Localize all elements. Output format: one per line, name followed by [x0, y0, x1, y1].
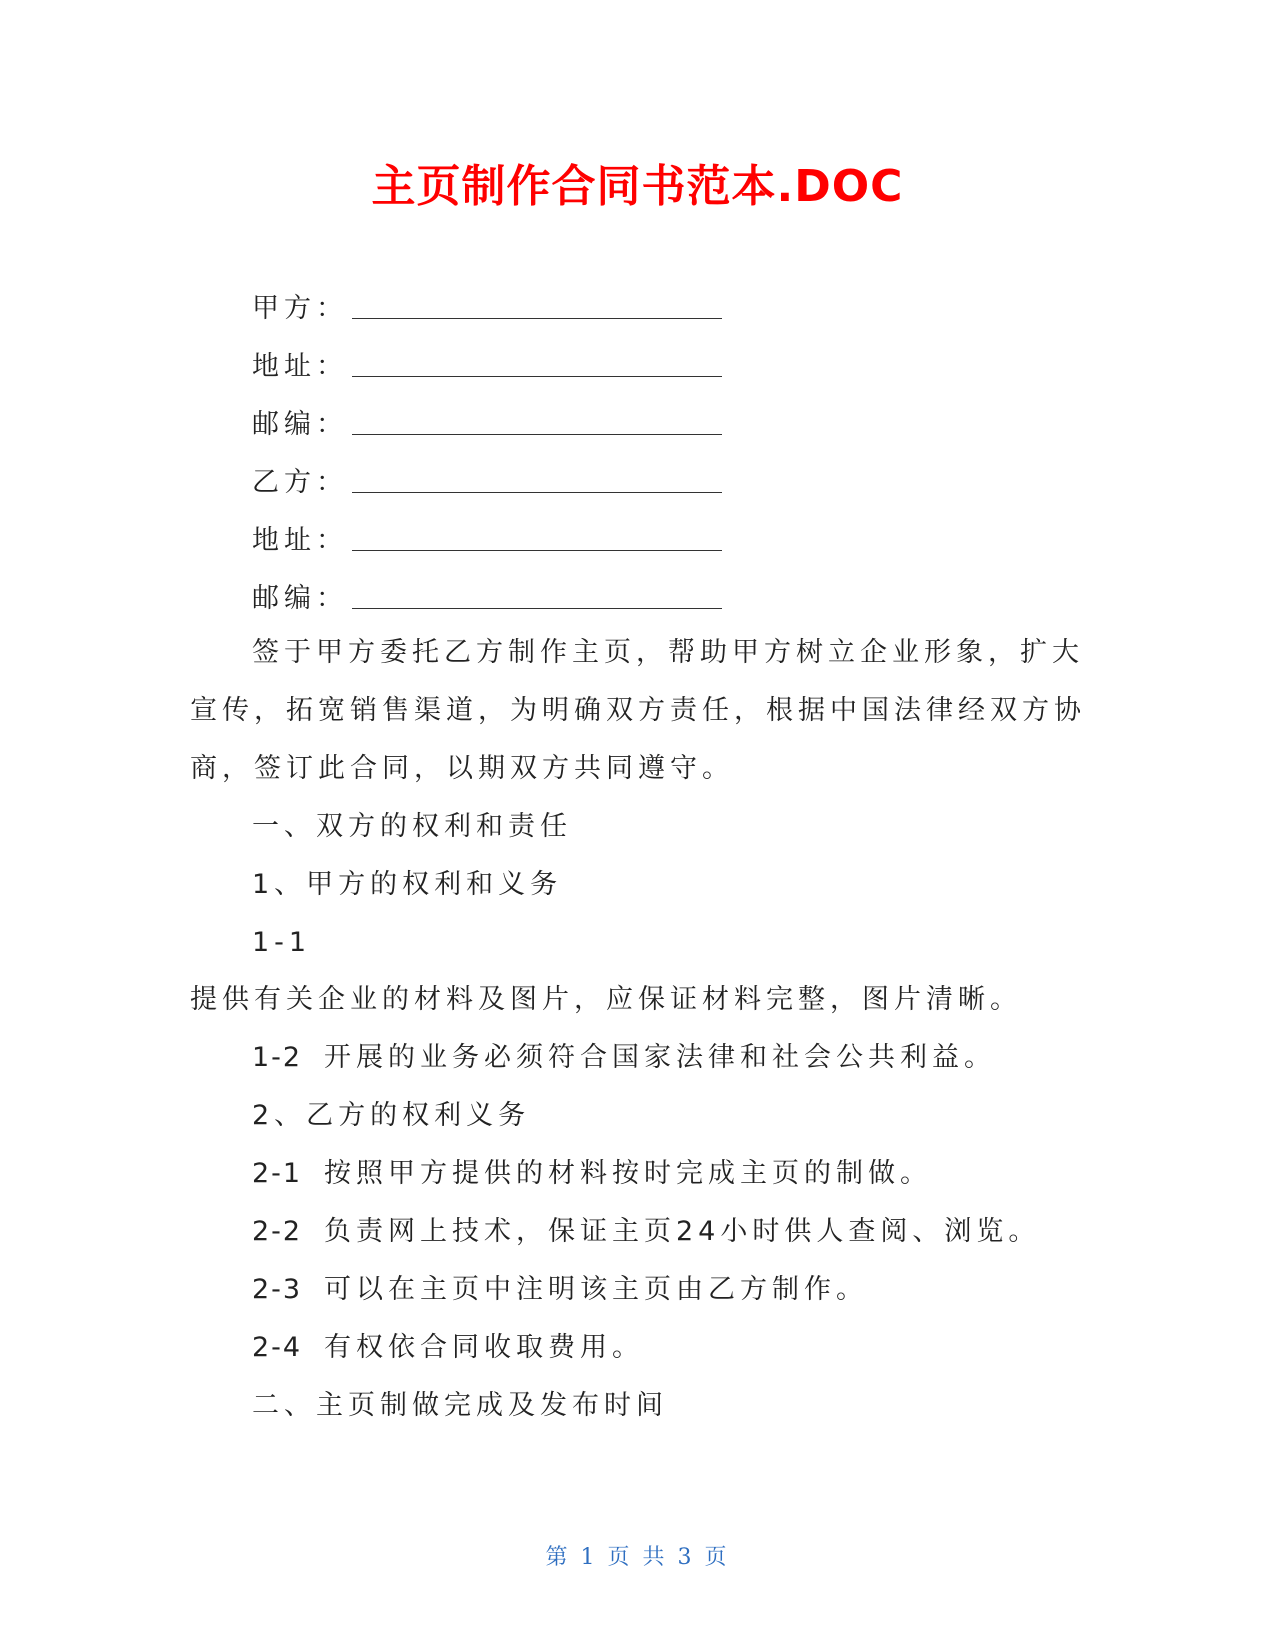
clause-2-1-number: 2-1	[252, 1158, 303, 1189]
intro-paragraph-line-3: 商，签订此合同，以期双方共同遵守。	[190, 753, 734, 784]
section-1-heading: 一、双方的权利和责任	[252, 811, 572, 842]
clause-1-2-number: 1-2	[252, 1042, 303, 1073]
clause-2-3	[252, 1270, 868, 1310]
clause-2-4	[252, 1328, 644, 1368]
section-2-heading: 二、主页制做完成及发布时间	[252, 1390, 668, 1421]
clause-2-1-text: 按照甲方提供的材料按时完成主页的制做。	[324, 1158, 932, 1189]
clause-2-3-number: 2-3	[252, 1274, 303, 1305]
party-b-field	[252, 459, 722, 499]
party-a-field	[252, 285, 722, 325]
clause-2-2	[252, 1212, 1040, 1252]
party-b-address-blank	[352, 524, 722, 551]
party-a-address-field	[252, 343, 722, 383]
party-a-label: 甲方：	[252, 292, 348, 324]
clause-1-2-text: 开展的业务必须符合国家法律和社会公共利益。	[324, 1042, 996, 1073]
page-number-footer: 第 1 页 共 3 页	[545, 1545, 730, 1570]
clause-2-4-number: 2-4	[252, 1332, 303, 1363]
document-title: 主页制作合同书范本.DOC	[371, 161, 904, 212]
party-b-postcode-field	[252, 575, 722, 615]
clause-1-2	[252, 1038, 996, 1078]
clause-2-1	[252, 1154, 932, 1194]
clause-2-3-text: 可以在主页中注明该主页由乙方制作。	[324, 1274, 868, 1305]
party-b-address-field	[252, 517, 722, 557]
party-a-address-label: 地址：	[252, 350, 348, 382]
party-b-address-label: 地址：	[252, 524, 348, 556]
party-a-blank	[352, 292, 722, 319]
subsection-1-heading: 1、甲方的权利和义务	[252, 869, 563, 900]
party-a-postcode-field	[252, 401, 722, 441]
party-b-blank	[352, 466, 722, 493]
party-b-postcode-label: 邮编：	[252, 582, 348, 614]
clause-1-1-text: 提供有关企业的材料及图片，应保证材料完整，图片清晰。	[190, 984, 1022, 1015]
intro-paragraph-line-2: 宣传，拓宽销售渠道，为明确双方责任，根据中国法律经双方协	[190, 695, 1086, 726]
party-b-label: 乙方：	[252, 466, 348, 498]
intro-paragraph-line-1: 签于甲方委托乙方制作主页，帮助甲方树立企业形象，扩大	[252, 637, 1084, 668]
clause-2-2-number: 2-2	[252, 1216, 303, 1247]
party-a-postcode-label: 邮编：	[252, 408, 348, 440]
clause-2-2-text: 负责网上技术，保证主页24小时供人查阅、浏览。	[324, 1216, 1041, 1247]
subsection-2-heading: 2、乙方的权利义务	[252, 1100, 531, 1131]
party-b-postcode-blank	[352, 582, 722, 609]
clause-1-1-number: 1-1	[252, 927, 312, 958]
party-a-address-blank	[352, 350, 722, 377]
party-a-postcode-blank	[352, 408, 722, 435]
clause-2-4-text: 有权依合同收取费用。	[324, 1332, 644, 1363]
